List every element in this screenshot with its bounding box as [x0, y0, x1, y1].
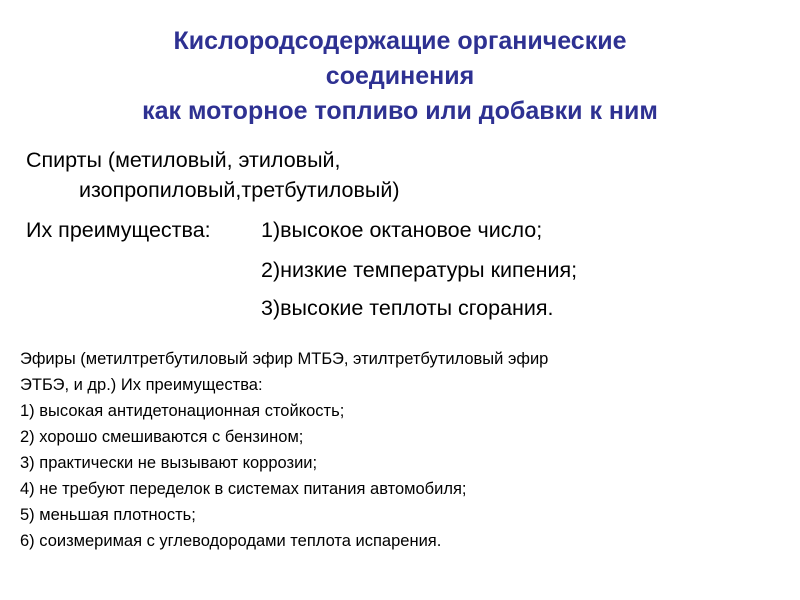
ethers-line: 4) не требуют переделок в системах питания автомобиля; [20, 480, 467, 498]
advantage-item: 3)высокие теплоты сгорания. [261, 296, 554, 320]
ethers-line: Эфиры (метилтретбутиловый эфир МТБЭ, этилтретбутиловый эфир [20, 350, 549, 368]
advantage-item: 1)высокое октановое число; [261, 218, 543, 242]
advantages-label: Их преимущества: [26, 218, 211, 242]
ethers-line: 2) хорошо смешиваются с бензином; [20, 428, 304, 446]
advantage-item: 2)низкие температуры кипения; [261, 258, 578, 282]
title-line: как моторное топливо или добавки к ним [142, 97, 658, 125]
slide-title [0, 24, 800, 129]
ethers-line: 1) высокая антидетонационная стойкость; [20, 402, 345, 420]
title-line: Кислородсодержащие органические [173, 27, 627, 55]
ethers-line: 3) практически не вызывают коррозии; [20, 454, 318, 472]
alcohols-line: Спирты (метиловый, этиловый, [26, 148, 341, 172]
ethers-paragraph [20, 346, 780, 554]
title-line: соединения [325, 62, 475, 90]
ethers-line: 5) меньшая плотность; [20, 506, 196, 524]
ethers-line: 6) соизмеримая с углеводородами теплота испарения. [20, 532, 442, 550]
ethers-line: ЭТБЭ, и др.) Их преимущества: [20, 376, 263, 394]
alcohols-line: изопропиловый,третбутиловый) [79, 178, 400, 202]
